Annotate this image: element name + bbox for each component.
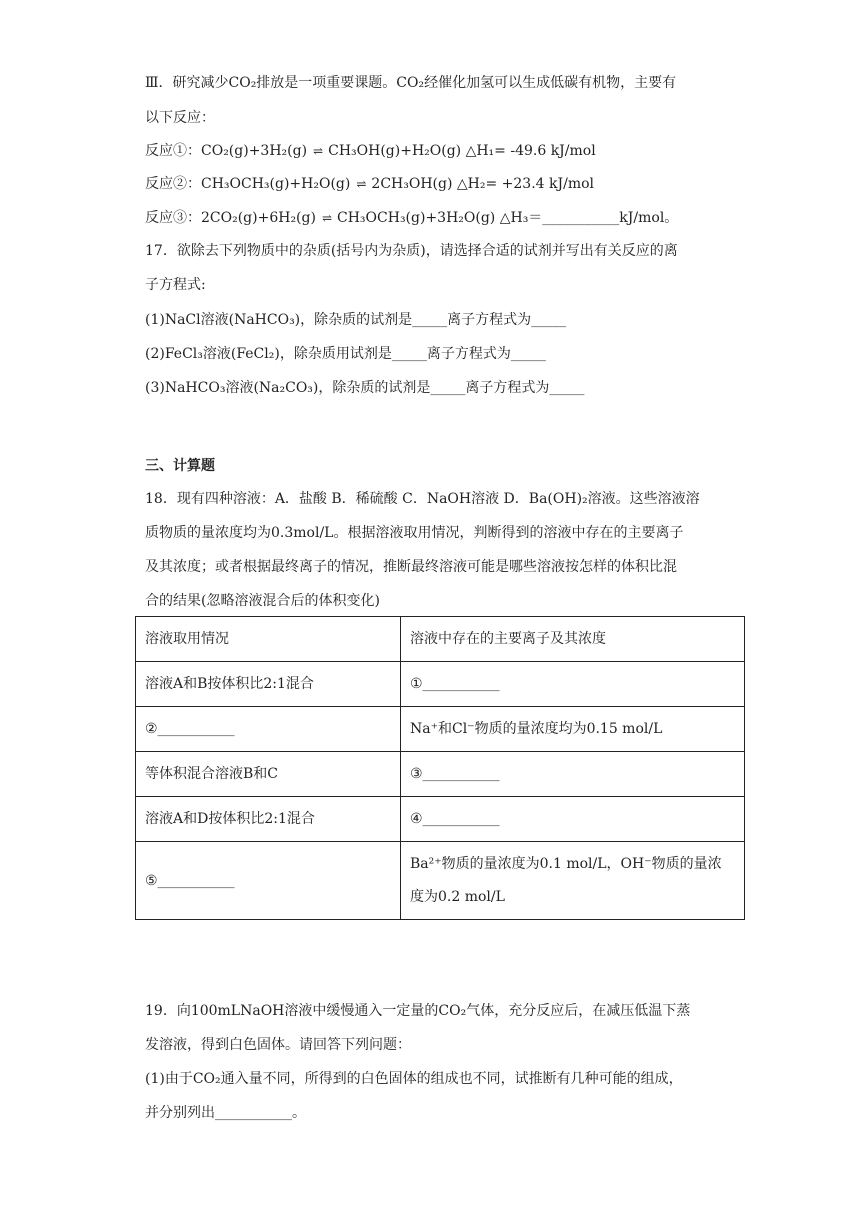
table-row: [136, 752, 745, 797]
reaction-2-products: 2CH₃OH(g) △H₂= +23.4 kJ/mol: [371, 176, 594, 192]
reaction-3: [145, 208, 678, 228]
table-header-row: [136, 617, 745, 662]
question-18: 18．现有四种溶液：A．盐酸 B．稀硫酸 C．NaOH溶液 D．Ba(OH)₂溶液。这些溶液溶: [145, 491, 700, 507]
table-cell: Na⁺和Cl⁻物质的量浓度均为0.15 mol/L: [401, 707, 745, 752]
question-19-line-2: 发溶液，得到白色固体。请回答下列问题：: [145, 1037, 411, 1053]
table-cell: ⑤___________: [136, 842, 401, 920]
table-cell: ②___________: [136, 707, 401, 752]
question-17: 17．欲除去下列物质中的杂质(括号内为杂质)，请选择合适的试剂并写出有关反应的离: [145, 243, 678, 259]
question-19-part-1: (1)由于CO₂通入量不同，所得到的白色固体的组成也不同，试推断有几种可能的组成，: [145, 1071, 683, 1087]
table-row: [136, 797, 745, 842]
reaction-3-label: 反应③：: [145, 210, 201, 226]
equilibrium-arrow-icon: ⇌: [321, 211, 332, 225]
table-cell: ①___________: [401, 662, 745, 707]
table-row: [136, 842, 745, 920]
question-17-cont: 子方程式:: [145, 277, 206, 293]
reaction-2-label: 反应②：: [145, 176, 201, 192]
table-cell: 溶液A和D按体积比2:1混合: [136, 797, 401, 842]
question-18-line-2: 质物质的量浓度均为0.3mol/L。根据溶液取用情况，判断得到的溶液中存在的主要离子: [145, 525, 684, 541]
equilibrium-arrow-icon: ⇌: [313, 144, 323, 158]
table-cell: ④___________: [401, 797, 745, 842]
reaction-3-products: CH₃OCH₃(g)+3H₂O(g) △H₃＝___________kJ/mol。: [337, 210, 679, 226]
question-18-line-4: 合的结果(忽略溶液混合后的体积变化): [145, 593, 380, 609]
question-19-part-1-cont: 并分别列出___________。: [145, 1105, 306, 1121]
reaction-1-reactants: CO₂(g)+3H₂(g): [201, 143, 308, 159]
table-cell: ③___________: [401, 752, 745, 797]
table-row: [136, 707, 745, 752]
question-17-part-1: (1)NaCl溶液(NaHCO₃)，除杂质的试剂是_____离子方程式为_____: [145, 312, 567, 328]
table-row: [136, 662, 745, 707]
question-17-part-3: (3)NaHCO₃溶液(Na₂CO₃)，除杂质的试剂是_____离子方程式为_____: [145, 380, 585, 396]
table-cell: 溶液A和B按体积比2:1混合: [136, 662, 401, 707]
question-19: 19．向100mLNaOH溶液中缓慢通入一定量的CO₂气体，充分反应后，在减压低温下蒸: [145, 1003, 691, 1019]
table-header-cell: 溶液中存在的主要离子及其浓度: [401, 617, 745, 662]
table-header-cell: 溶液取用情况: [136, 617, 401, 662]
reaction-1-label: 反应①：: [145, 143, 201, 159]
question-18-line-3: 及其浓度；或者根据最终离子的情况，推断最终溶液可能是哪些溶液按怎样的体积比混: [145, 559, 677, 575]
section-heading: 三、计算题: [145, 458, 215, 474]
reaction-2: [145, 174, 594, 194]
table-cell: 等体积混合溶液B和C: [136, 752, 401, 797]
reaction-1: [145, 141, 596, 161]
reaction-3-reactants: 2CO₂(g)+6H₂(g): [201, 210, 316, 226]
table-cell: Ba²⁺物质的量浓度为0.1 mol/L，OH⁻物质的量浓度为0.2 mol/L: [401, 842, 745, 920]
question-17-part-2: (2)FeCl₃溶液(FeCl₂)，除杂质用试剂是_____离子方程式为_____: [145, 346, 546, 362]
equilibrium-arrow-icon: ⇌: [356, 177, 366, 191]
section3-intro-cont: 以下反应：: [145, 110, 215, 126]
reaction-1-products: CH₃OH(g)+H₂O(g) △H₁= -49.6 kJ/mol: [328, 143, 596, 159]
section3-intro: Ⅲ．研究减少CO₂排放是一项重要课题。CO₂经催化加氢可以生成低碳有机物，主要有: [145, 75, 677, 91]
reaction-2-reactants: CH₃OCH₃(g)+H₂O(g): [201, 176, 351, 192]
question-18-table: [135, 616, 745, 920]
